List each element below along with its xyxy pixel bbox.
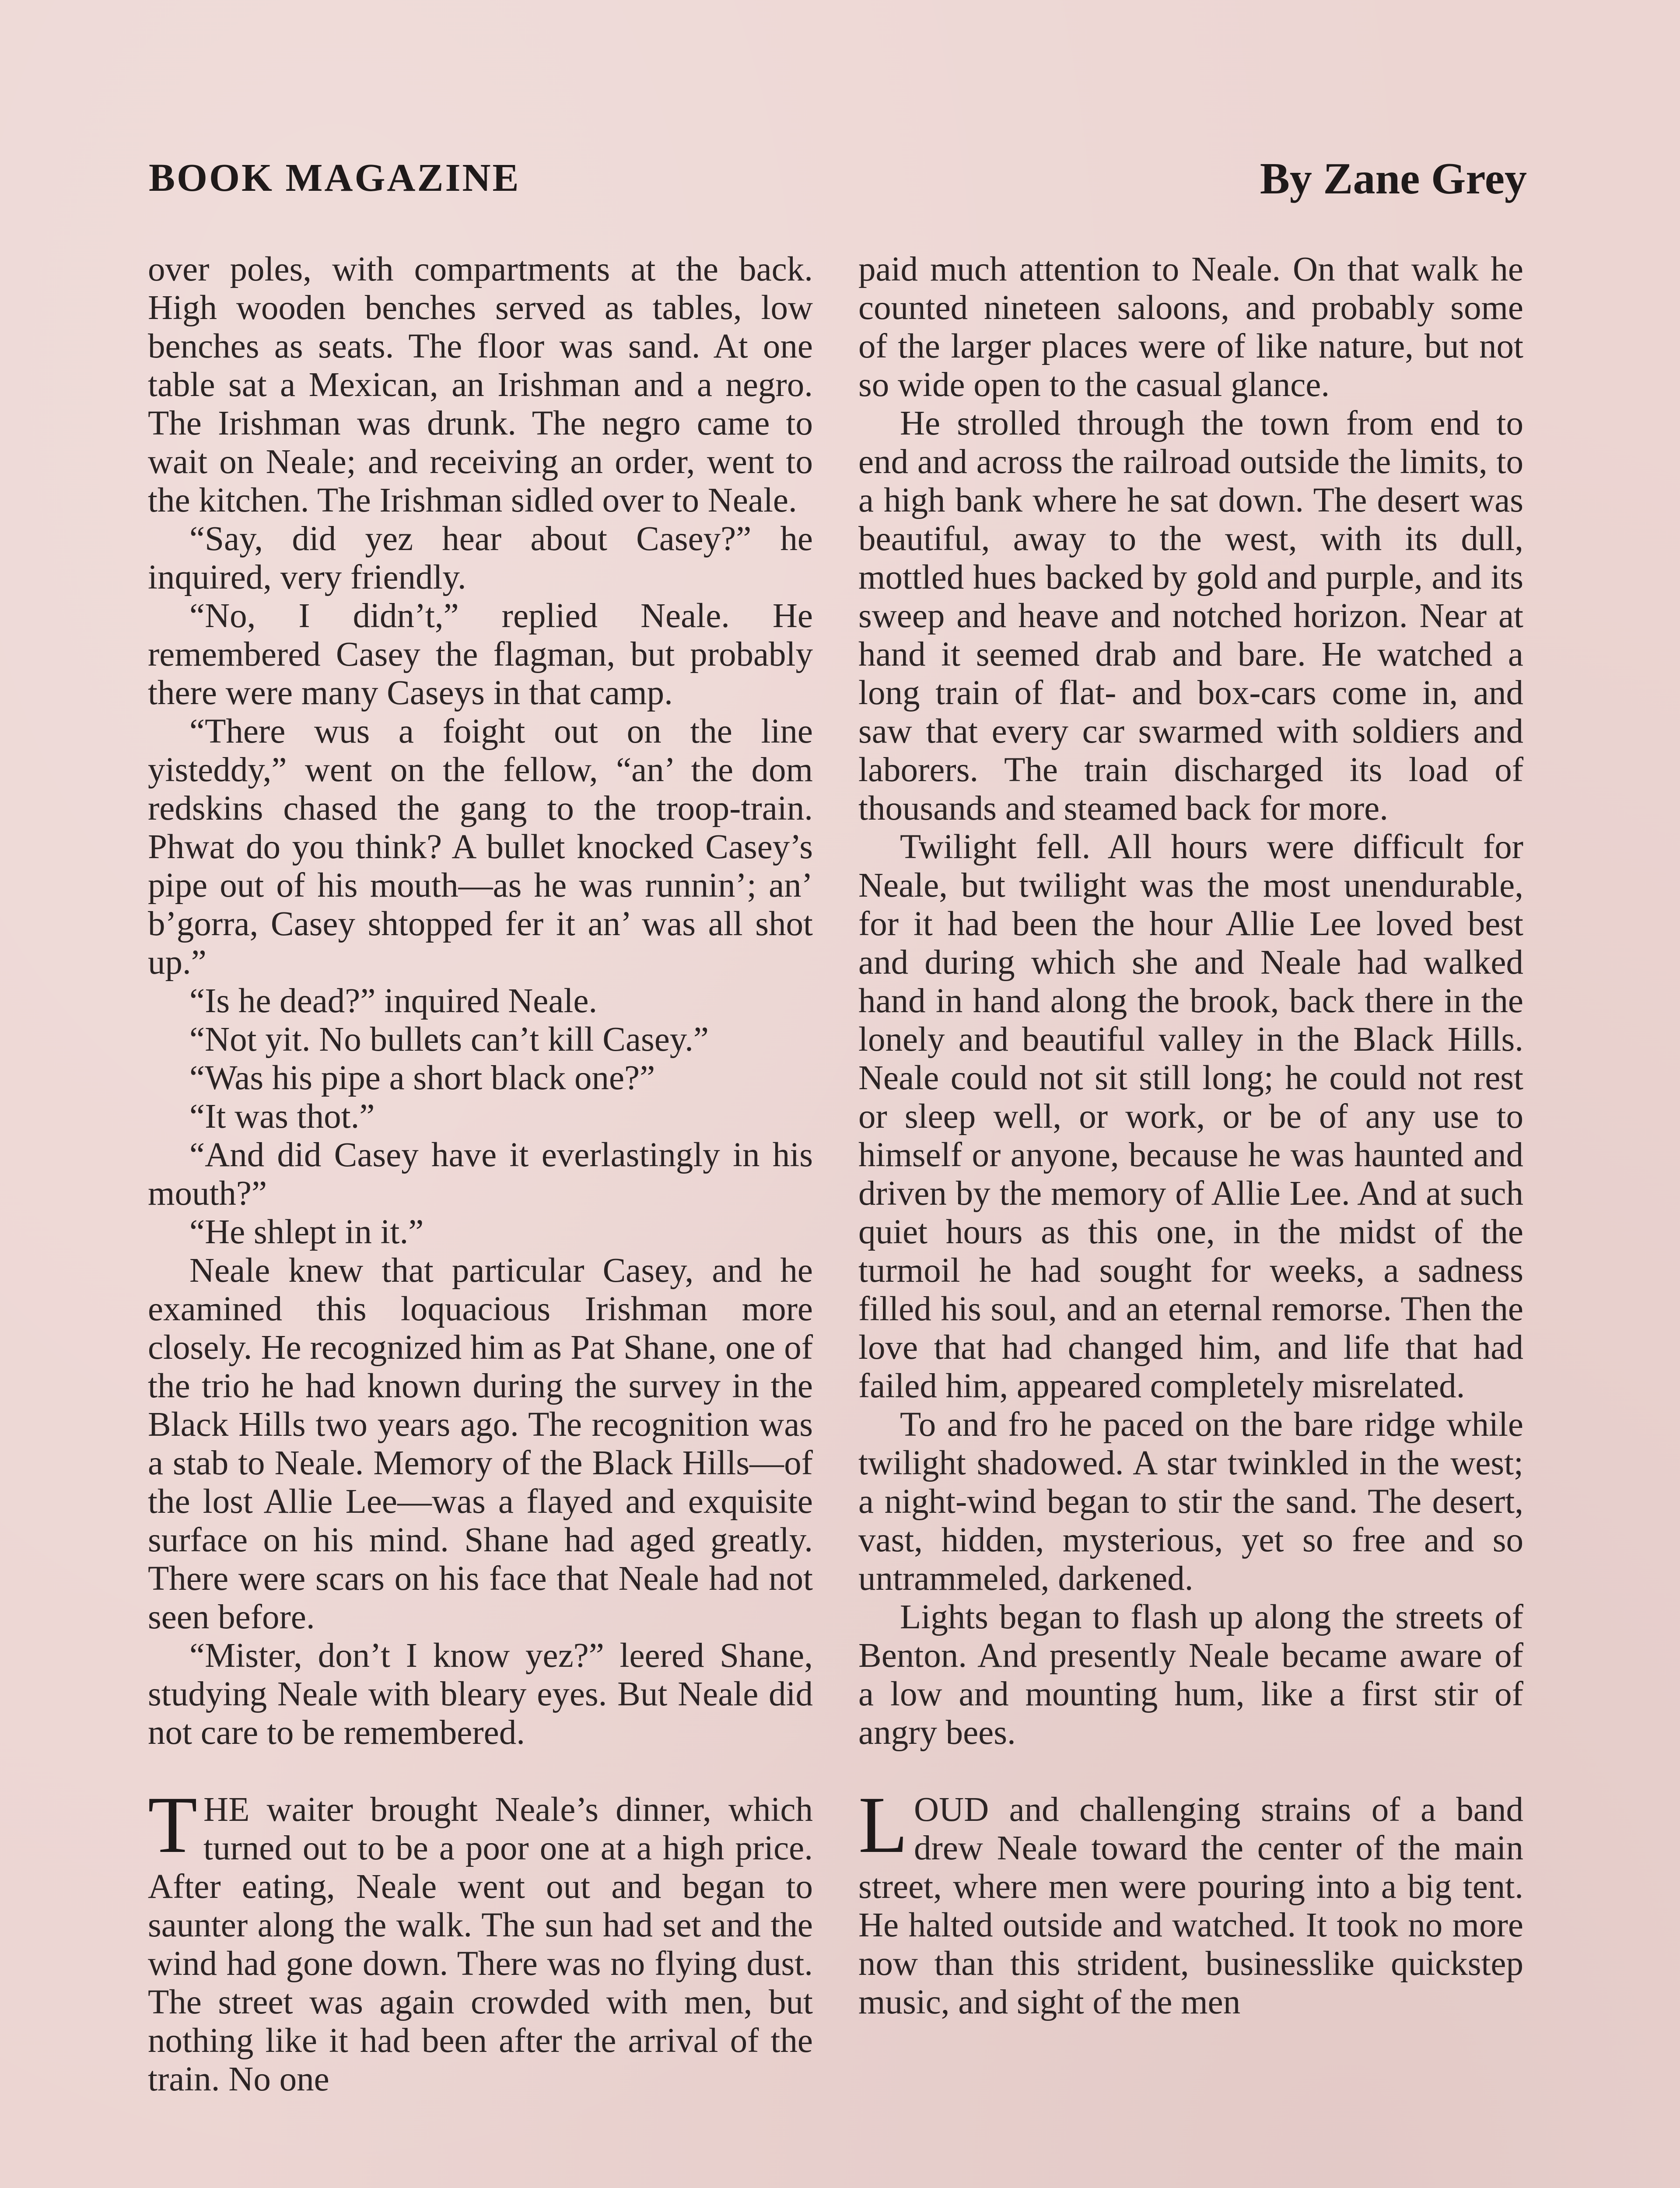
right-column bbox=[858, 250, 1523, 2022]
paragraph: Twilight fell. All hours were difficult for Neale, but twilight was the most unendurable, for it had been the hour Allie Lee loved best and during which she and Neale had walked hand in hand along the brook, back there in the lonely and beautiful valley in the Black Hills. Neale could not sit still long; he could not rest or sleep well, or work, or be of any use to himself or anyone, because he was haunted and driven by the memory of Allie Lee. And at such quiet hours as this one, in the midst of the turmoil he had sought for weeks, a sadness filled his soul, and an eternal remorse. Then the love that had changed him, and life that had failed him, appeared completely misrelated. bbox=[858, 828, 1523, 1405]
paragraph: “Is he dead?” inquired Neale. bbox=[189, 982, 598, 1020]
left-column bbox=[148, 250, 813, 2099]
drop-cap: L bbox=[858, 1780, 908, 1870]
author-byline: By Zane Grey bbox=[1260, 154, 1527, 203]
magazine-title: BOOK MAGAZINE bbox=[149, 156, 521, 200]
paragraph: “And did Casey have it everlastingly in his mouth?” bbox=[148, 1136, 813, 1213]
section-text: HE waiter brought Neale’s dinner, which turned out to be a poor one at a high price. After eating, Neale went out and began to saunter along the walk. The sun had set and the wind had gone down. There was no flying dust. The street was again crowded with men, but nothing like it had been after the arrival of the train. No one bbox=[148, 1791, 813, 2098]
paragraph: “Say, did yez hear about Casey?” he inquired, very friendly. bbox=[148, 520, 813, 596]
paragraph: Neale knew that particular Casey, and he examined this loquacious Irishman more closely. He recognized him as Pat Shane, one of the trio he had known during the survey in the Black Hills two years ago. The recognition was a stab to Neale. Memory of the Black Hills—of the lost Allie Lee—was a flayed and exquisite surface on his mind. Shane had aged greatly. There were scars on his face that Neale had not seen before. bbox=[148, 1252, 813, 1636]
paragraph: He strolled through the town from end to end and across the railroad outside the limits, to a high bank where he sat down. The desert was beautiful, away to the west, with its dull, mottled hues backed by gold and purple, and its sweep and heave and notched horizon. Near at hand it seemed drab and bare. He watched a long train of flat- and box-cars come in, and saw that every car swarmed with soldiers and laborers. The train discharged its load of thousands and steamed back for more. bbox=[858, 404, 1523, 828]
drop-cap: T bbox=[148, 1780, 198, 1870]
paragraph: Lights began to flash up along the streets of Benton. And presently Neale became aware of a low and mounting hum, like a first stir of angry bees. bbox=[858, 1598, 1523, 1752]
paragraph: “Was his pipe a short black one?” bbox=[189, 1059, 655, 1097]
paragraph: “There wus a foight out on the line yisteddy,” went on the fellow, “an’ the dom redskins chased the gang to the troop-train. Phwat do you think? A bullet knocked Casey’s pipe out of his mouth—as he was runnin’; an’ b’gorra, Casey shtopped fer it an’ was all shot up.” bbox=[148, 712, 813, 982]
paragraph: “Not yit. No bullets can’t kill Casey.” bbox=[189, 1020, 709, 1059]
paragraph: over poles, with compartments at the back. High wooden benches served as tables, low benches as seats. The floor was sand. At one table sat a Mexican, an Irishman and a negro. The Irishman was drunk. The negro came to wait on Neale; and receiving an order, went to the kitchen. The Irishman sidled over to Neale. bbox=[148, 250, 813, 519]
paragraph: To and fro he paced on the bare ridge while twilight shadowed. A star twinkled in the west; a night-wind began to stir the sand. The desert, vast, hidden, mysterious, yet so free and so untrammeled, darkened. bbox=[858, 1406, 1523, 1598]
paragraph: “It was thot.” bbox=[189, 1098, 375, 1136]
paragraph: “He shlept in it.” bbox=[189, 1213, 424, 1251]
paragraph: paid much attention to Neale. On that walk he counted nineteen saloons, and probably some of the larger places were of like nature, but not so wide open to the casual glance. bbox=[858, 250, 1523, 404]
section-text: OUD and challenging strains of a band drew Neale toward the center of the main street, where men were pouring into a big tent. He halted outside and watched. It took no more now than this strident, businesslike quickstep music, and sight of the men bbox=[858, 1791, 1523, 2021]
section-paragraph bbox=[858, 1780, 1523, 2022]
paragraph: “No, I didn’t,” replied Neale. He remembered Casey the flagman, but probably there were many Caseys in that camp. bbox=[148, 597, 813, 712]
paragraph: “Mister, don’t I know yez?” leered Shane, studying Neale with bleary eyes. But Neale did not care to be remembered. bbox=[148, 1637, 813, 1752]
section-paragraph bbox=[148, 1780, 813, 2099]
